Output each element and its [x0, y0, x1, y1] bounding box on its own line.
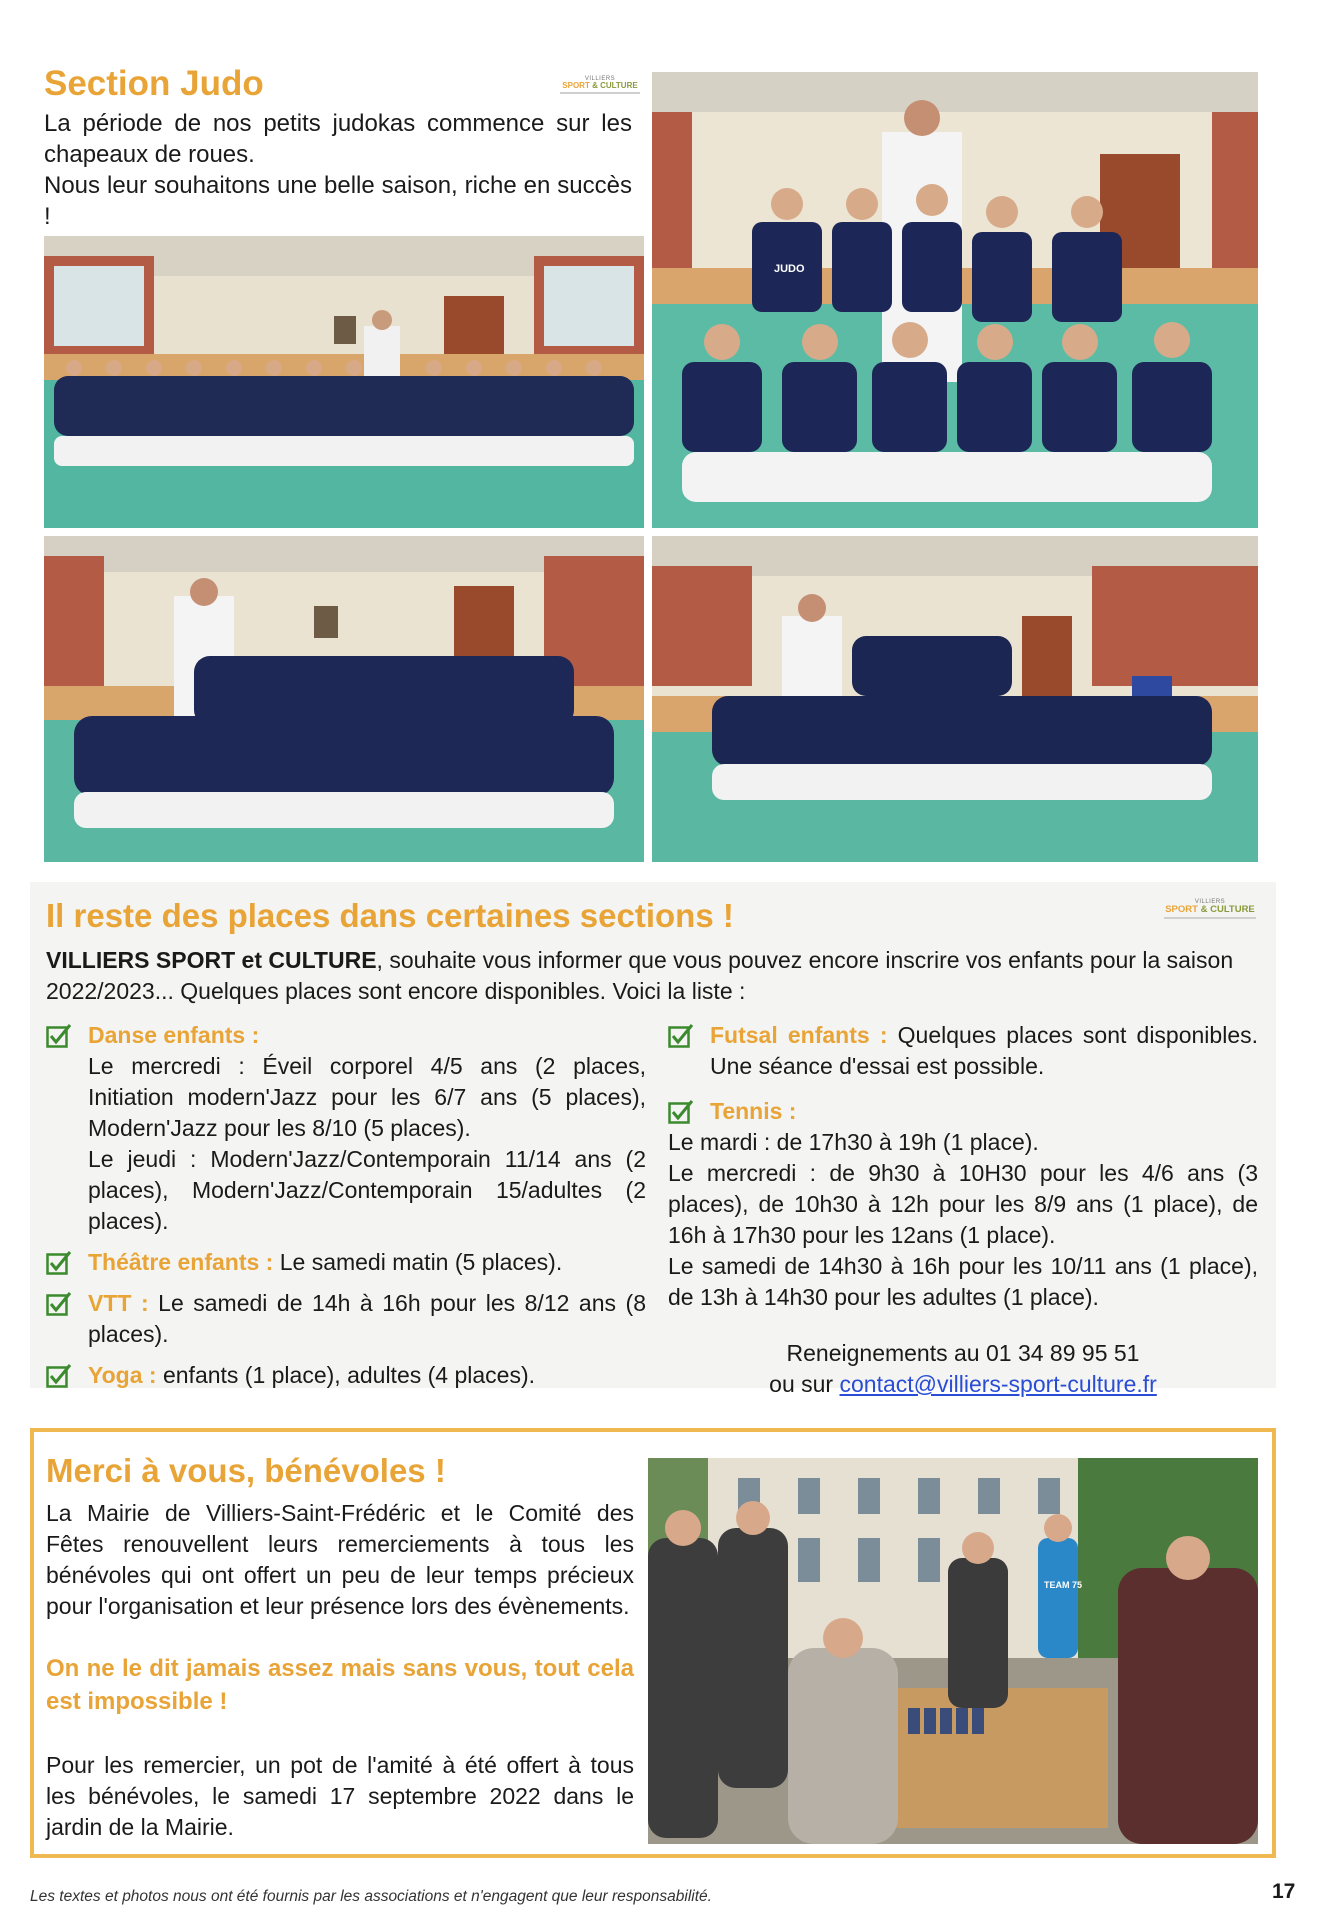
judo-photo-group-2 [652, 72, 1258, 528]
vtt-text: Le samedi de 14h à 16h pour les 8/12 ans (8 places). [88, 1290, 646, 1347]
contact-info [668, 1338, 1258, 1400]
judo-shirt-label: JUDO [774, 263, 805, 275]
places-left-column [46, 1020, 646, 1391]
team-shirt-label: TEAM 75 [1044, 1580, 1083, 1590]
theatre-text: Le samedi matin (5 places). [273, 1249, 563, 1275]
judo-intro-text [44, 108, 632, 232]
contact-email-line [668, 1369, 1258, 1400]
logo-sport: SPORT [562, 81, 590, 90]
judo-photo-group-4 [652, 536, 1258, 862]
footer-disclaimer: Les textes et photos nous ont été fournis par les associations et n'engagent que leur responsabilité. [30, 1888, 712, 1905]
contact-phone: Reneignements au 01 34 89 95 51 [786, 1340, 1140, 1366]
checkbox-checked-icon [46, 1250, 72, 1276]
logo-line-2 [1164, 905, 1256, 915]
checkbox-checked-icon [668, 1023, 694, 1049]
checkbox-checked-icon [668, 1099, 694, 1125]
logo-culture: & CULTURE [589, 81, 638, 90]
futsal-text: Quelques places sont disponibles. Une séance d'essai est possible. [710, 1022, 1258, 1079]
villiers-sport-culture-logo [1160, 893, 1260, 925]
benevoles-photo [648, 1458, 1258, 1844]
tennis-mercredi: Le mercredi : de 9h30 à 10H30 pour les 4/6 ans (3 places), de 10h30 à 12h pour les 8/9 ans (1 place), de 16h à 17h30 pour les 12ans (1 place). [668, 1160, 1258, 1248]
logo-line-2 [560, 82, 640, 90]
places-section-title: Il reste des places dans certaines sections ! [46, 897, 734, 934]
tennis-heading: Tennis : [710, 1098, 797, 1124]
section-futsal [668, 1020, 1258, 1082]
section-theatre [46, 1247, 646, 1278]
section-yoga [46, 1360, 646, 1391]
checkbox-checked-icon [46, 1023, 72, 1049]
benevoles-highlight: On ne le dit jamais assez mais sans vous, tout cela est impossible ! [46, 1655, 634, 1715]
contact-prefix: ou sur [769, 1371, 840, 1397]
yoga-heading: Yoga : [88, 1362, 157, 1388]
danse-mercredi: Le mercredi : Éveil corporel 4/5 ans (2 places, Initiation modern'Jazz pour les 6/7 ans (5 places), Modern'Jazz pour les 8/10 (5 places). [88, 1053, 646, 1141]
judo-paragraph-2: Nous leur souhaitons une belle saison, riche en succès ! [44, 172, 632, 230]
tennis-samedi: Le samedi de 14h30 à 16h pour les 10/11 ans (1 place), de 13h à 14h30 pour les adultes (1 place). [668, 1253, 1258, 1310]
vtt-heading: VTT : [88, 1290, 149, 1316]
places-intro-rest: , souhaite vous informer que vous pouvez encore inscrire vos enfants pour la saison 2022/2023... Quelques places sont encore disponibles. Voici la liste : [46, 947, 1234, 1004]
benevoles-paragraph-2: Pour les remercier, un pot de l'amité à été offert à tous les bénévoles, le samedi 17 septembre 2022 dans le jardin de la Mairie. [46, 1752, 634, 1840]
judo-section-title: Section Judo [44, 64, 264, 103]
benevoles-paragraph-1: La Mairie de Villiers-Saint-Frédéric et le Comité des Fêtes renouvellent leurs remerciements à tous les bénévoles qui ont offert un peu de leur temps précieux pour l'organisation et leur présence lors des évènements. [46, 1500, 634, 1619]
judo-paragraph-1: La période de nos petits judokas commence sur les chapeaux de roues. [44, 110, 632, 168]
places-intro-text [46, 945, 1256, 1007]
judo-photo-group-3 [44, 536, 644, 862]
villiers-sport-culture-logo [560, 76, 640, 94]
benevoles-section-title: Merci à vous, bénévoles ! [46, 1452, 446, 1489]
logo-line-1: VILLIERS [584, 76, 616, 82]
contact-email-link[interactable]: contact@villiers-sport-culture.fr [839, 1371, 1157, 1397]
logo-culture: & CULTURE [1197, 904, 1255, 915]
futsal-heading: Futsal enfants : [710, 1022, 888, 1048]
danse-heading: Danse enfants : [88, 1022, 260, 1048]
theatre-heading: Théâtre enfants : [88, 1249, 274, 1275]
places-right-column [668, 1020, 1258, 1313]
association-name: VILLIERS SPORT et CULTURE [46, 947, 377, 973]
logo-sport: SPORT [1165, 904, 1198, 915]
section-tennis [668, 1096, 1258, 1313]
judo-photo-group-1 [44, 236, 644, 528]
checkbox-checked-icon [46, 1363, 72, 1389]
section-danse [46, 1020, 646, 1237]
page-number: 17 [1272, 1880, 1296, 1903]
tennis-mardi: Le mardi : de 17h30 à 19h (1 place). [668, 1129, 1039, 1155]
danse-jeudi: Le jeudi : Modern'Jazz/Contemporain 11/14 ans (2 places), Modern'Jazz/Contemporain 15/adultes (2 places). [88, 1146, 646, 1234]
section-vtt [46, 1288, 646, 1350]
logo-line-1: VILLIERS [1194, 899, 1226, 905]
checkbox-checked-icon [46, 1291, 72, 1317]
yoga-text: enfants (1 place), adultes (4 places). [156, 1362, 535, 1388]
